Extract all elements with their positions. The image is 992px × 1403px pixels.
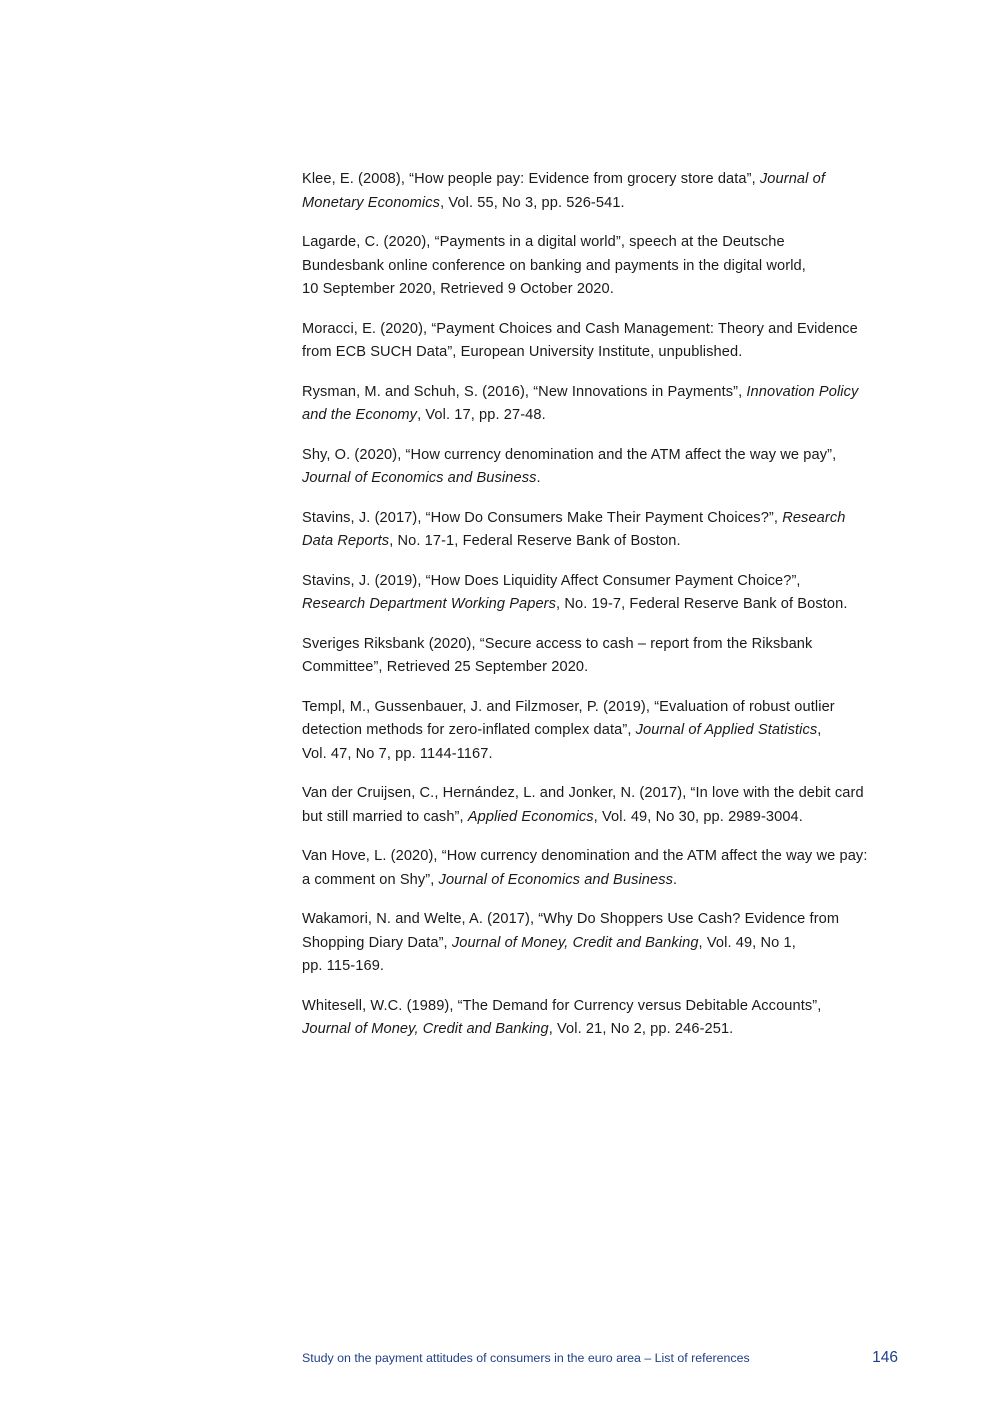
reference-text: 10 September 2020, Retrieved 9 October 2020. xyxy=(302,281,614,297)
reference-text: a comment on Shy”, xyxy=(302,871,439,888)
reference-line xyxy=(302,404,902,428)
reference-list xyxy=(302,168,902,1058)
reference-source-title: Journal of xyxy=(759,171,825,187)
reference-line xyxy=(302,318,902,342)
reference-entry xyxy=(302,633,902,680)
reference-source-title: Journal of Applied Statistics xyxy=(635,722,818,738)
reference-line xyxy=(302,507,902,531)
reference-text: Templ, M., Gussenbauer, J. and Filzmoser, P. (2019), “Evaluation of robust outlier xyxy=(302,698,835,715)
reference-text: Stavins, J. (2017), “How Do Consumers Make Their Payment Choices?”, xyxy=(302,509,783,526)
reference-text: Moracci, E. (2020), “Payment Choices and Cash Management: Theory and Evidence xyxy=(302,320,858,337)
reference-text: pp. 115-169. xyxy=(302,958,385,974)
reference-line xyxy=(302,633,902,657)
reference-text: Shopping Diary Data”, xyxy=(302,934,452,951)
reference-line xyxy=(302,908,902,932)
reference-entry xyxy=(302,168,902,215)
reference-text: . xyxy=(673,871,678,888)
reference-source-title: Monetary Economics xyxy=(302,194,441,211)
reference-text: , No. 19-7, Federal Reserve Bank of Boston. xyxy=(556,596,848,612)
reference-text: Vol. 47, No 7, pp. 1144-1167. xyxy=(302,745,493,762)
reference-text: . xyxy=(536,470,541,486)
reference-line xyxy=(302,231,902,255)
reference-line xyxy=(302,656,902,680)
reference-source-title: and the Economy xyxy=(302,407,418,423)
reference-line xyxy=(302,570,902,594)
reference-text: , Vol. 49, No 1, xyxy=(698,934,796,951)
reference-entry xyxy=(302,696,902,767)
reference-text: Rysman, M. and Schuh, S. (2016), “New Innovations in Payments”, xyxy=(302,383,747,400)
reference-line xyxy=(302,845,902,869)
footer-title: Study on the payment attitudes of consumers in the euro area – List of references xyxy=(302,1351,750,1365)
reference-source-title: Journal of Economics and Business xyxy=(438,871,674,888)
reference-text: , Vol. 21, No 2, pp. 246-251. xyxy=(548,1021,734,1037)
reference-text: detection methods for zero-inflated complex data”, xyxy=(302,722,636,738)
reference-line xyxy=(302,168,902,192)
reference-entry xyxy=(302,318,902,365)
reference-text: , Vol. 49, No 30, pp. 2989-3004. xyxy=(593,808,803,825)
reference-line xyxy=(302,192,902,216)
reference-entry xyxy=(302,381,902,428)
reference-entry xyxy=(302,845,902,892)
reference-source-title: Journal of Money, Credit and Banking xyxy=(302,1021,549,1037)
reference-text: Bundesbank online conference on banking and payments in the digital world, xyxy=(302,257,806,274)
reference-text: but still married to cash”, xyxy=(302,808,468,825)
reference-text: , Vol. 55, No 3, pp. 526-541. xyxy=(440,194,625,211)
reference-line xyxy=(302,467,902,491)
reference-line xyxy=(302,444,902,468)
reference-text: from ECB SUCH Data”, European University Institute, unpublished. xyxy=(302,344,743,360)
reference-text: Lagarde, C. (2020), “Payments in a digital world”, speech at the Deutsche xyxy=(302,234,785,250)
reference-entry xyxy=(302,782,902,829)
reference-source-title: Applied Economics xyxy=(467,808,594,825)
reference-line xyxy=(302,955,902,979)
reference-source-title: Research Department Working Papers xyxy=(302,596,557,612)
reference-line xyxy=(302,530,902,554)
reference-source-title: Journal of Money, Credit and Banking xyxy=(451,934,699,951)
reference-entry xyxy=(302,507,902,554)
reference-line xyxy=(302,932,902,956)
reference-source-title: Journal of Economics and Business xyxy=(302,470,537,486)
reference-line xyxy=(302,341,902,365)
reference-text: Klee, E. (2008), “How people pay: Evidence from grocery store data”, xyxy=(302,171,760,187)
reference-line xyxy=(302,782,902,806)
reference-line xyxy=(302,869,902,893)
reference-text: Van der Cruijsen, C., Hernández, L. and Jonker, N. (2017), “In love with the debit card xyxy=(302,785,864,801)
page-number: 146 xyxy=(872,1349,898,1366)
reference-line xyxy=(302,278,902,302)
page-footer xyxy=(302,1349,898,1369)
reference-entry xyxy=(302,995,902,1042)
reference-source-title: Innovation Policy xyxy=(746,383,859,400)
reference-entry xyxy=(302,908,902,979)
reference-line xyxy=(302,995,902,1019)
reference-text: , xyxy=(817,722,822,738)
reference-text: Wakamori, N. and Welte, A. (2017), “Why Do Shoppers Use Cash? Evidence from xyxy=(302,911,840,927)
reference-entry xyxy=(302,444,902,491)
reference-text: Sveriges Riksbank (2020), “Secure access to cash – report from the Riksbank xyxy=(302,635,813,652)
reference-entry xyxy=(302,570,902,617)
reference-line xyxy=(302,696,902,720)
reference-source-title: Data Reports xyxy=(302,533,390,549)
reference-source-title: Research xyxy=(782,509,846,526)
reference-line xyxy=(302,719,902,743)
reference-text: Stavins, J. (2019), “How Does Liquidity Affect Consumer Payment Choice?”, xyxy=(302,572,801,589)
reference-line xyxy=(302,1018,902,1042)
reference-text: Committee”, Retrieved 25 September 2020. xyxy=(302,659,589,675)
reference-entry xyxy=(302,231,902,302)
reference-text: Van Hove, L. (2020), “How currency denomination and the ATM affect the way we pay: xyxy=(302,848,868,864)
reference-text: Whitesell, W.C. (1989), “The Demand for Currency versus Debitable Accounts”, xyxy=(302,997,822,1014)
reference-text: Shy, O. (2020), “How currency denomination and the ATM affect the way we pay”, xyxy=(302,446,837,463)
reference-line xyxy=(302,743,902,767)
reference-line xyxy=(302,255,902,279)
reference-line xyxy=(302,806,902,830)
reference-line xyxy=(302,381,902,405)
reference-text: , Vol. 17, pp. 27-48. xyxy=(417,407,546,423)
reference-line xyxy=(302,593,902,617)
reference-text: , No. 17-1, Federal Reserve Bank of Boston. xyxy=(389,533,681,549)
